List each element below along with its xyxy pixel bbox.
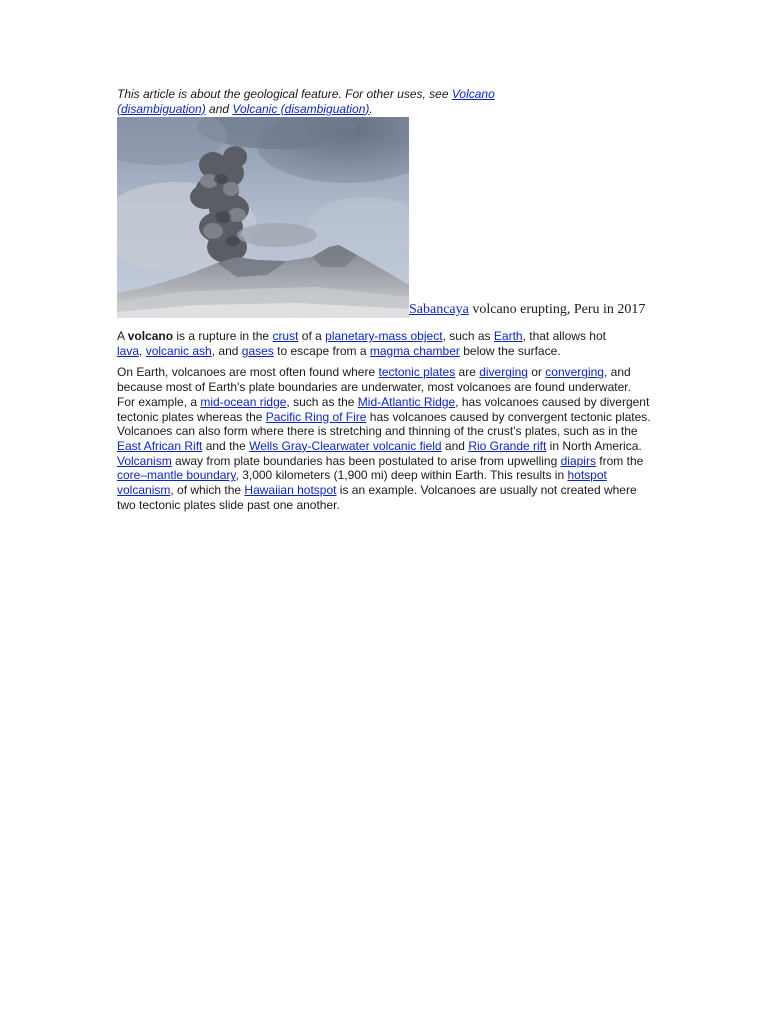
paragraph-text: to escape from a xyxy=(273,343,370,358)
hatnote xyxy=(117,87,517,116)
diapirs-link[interactable]: diapirs xyxy=(560,453,596,468)
paragraph-text: is an example. Volcanoes are usually not created where two tectonic plates slide past one another. xyxy=(117,483,637,512)
planetary-mass-object-link[interactable]: planetary-mass object xyxy=(325,329,443,343)
paragraph-text: , 3,000 kilometers (1,900 mi) deep within Earth. This results in xyxy=(235,468,568,483)
volcanism-link[interactable]: Volcanism xyxy=(117,453,172,468)
figure-caption xyxy=(409,302,645,318)
paragraph-text: , of which the xyxy=(170,483,245,498)
volcano-disambiguation-link[interactable]: Volcano (disambiguation) xyxy=(117,87,495,116)
figure xyxy=(117,117,651,318)
paragraph-text: and the xyxy=(202,438,250,453)
paragraph-text: , xyxy=(139,343,146,358)
sabancaya-link[interactable]: Sabancaya xyxy=(409,302,469,317)
lava-link[interactable]: lava xyxy=(117,343,140,358)
earth-link[interactable]: Earth xyxy=(493,329,523,343)
hotspot-volcanism-link[interactable]: hotspot volcanism xyxy=(117,468,607,498)
core-mantle-boundary-link[interactable]: core–mantle boundary xyxy=(117,468,236,483)
paragraph-text: is a rupture in the xyxy=(173,329,273,343)
hawaiian-hotspot-link[interactable]: Hawaiian hotspot xyxy=(244,483,337,498)
diverging-link[interactable]: diverging xyxy=(479,365,528,380)
paragraph-text: away from plate boundaries has been postulated to arise from upwelling xyxy=(171,453,561,468)
rio-grande-rift-link[interactable]: Rio Grande rift xyxy=(468,438,547,453)
paragraph-text: and xyxy=(441,438,469,453)
paragraph-text: or xyxy=(527,365,546,380)
paragraph-text: from the xyxy=(595,453,644,468)
paragraph-text: of a xyxy=(298,329,326,343)
article-body xyxy=(117,87,651,512)
intro-paragraph xyxy=(117,329,617,358)
paragraph-text: On Earth, volcanoes are most often found where xyxy=(117,365,379,380)
paragraph-text: A xyxy=(117,329,128,343)
hatnote-prefix: This article is about the geological feature. For other uses, see xyxy=(117,87,452,101)
mid-atlantic-ridge-link[interactable]: Mid-Atlantic Ridge xyxy=(357,394,456,409)
bold-term: volcano xyxy=(127,329,174,343)
hatnote-mid: and xyxy=(205,101,233,116)
paragraph-text: , such as the xyxy=(286,394,358,409)
magma-chamber-link[interactable]: magma chamber xyxy=(369,343,460,358)
paragraph-text: , that allows hot xyxy=(522,329,606,343)
paragraph-text: , has volcanoes caused by divergent tectonic plates whereas the xyxy=(117,394,650,424)
mid-ocean-ridge-link[interactable]: mid-ocean ridge xyxy=(200,394,287,409)
pacific-ring-of-fire-link[interactable]: Pacific Ring of Fire xyxy=(265,409,367,424)
tectonic-plates-link[interactable]: tectonic plates xyxy=(378,365,456,380)
paragraph-text: below the surface. xyxy=(459,343,561,358)
wells-gray-clearwater-volcanic-field-link[interactable]: Wells Gray-Clearwater volcanic field xyxy=(249,438,442,453)
paragraph-text: in North America. xyxy=(546,438,642,453)
paragraph-text: , such as xyxy=(442,329,494,343)
converging-link[interactable]: converging xyxy=(545,365,604,380)
volcano-eruption-photo[interactable] xyxy=(117,117,409,318)
volcanic-disambiguation-link[interactable]: Volcanic (disambiguation) xyxy=(232,101,370,116)
gases-link[interactable]: gases xyxy=(241,343,274,358)
hatnote-suffix: . xyxy=(369,101,373,116)
crust-link[interactable]: crust xyxy=(272,329,299,343)
tectonics-paragraph xyxy=(117,365,651,512)
volcanic-ash-link[interactable]: volcanic ash xyxy=(145,343,212,358)
paragraph-text: has volcanoes caused by convergent tectonic plates. Volcanoes can also form where there is stretching and thinning of the crust's plates, such as in the xyxy=(117,409,651,439)
paragraph-text: , and xyxy=(211,343,242,358)
paragraph-text: , and because most of Earth's plate boundaries are underwater, most volcanoes are found underwater. For example, a xyxy=(117,365,631,409)
paragraph-text: are xyxy=(455,365,480,380)
east-african-rift-link[interactable]: East African Rift xyxy=(117,438,203,453)
caption-text: volcano erupting, Peru in 2017 xyxy=(468,302,646,317)
